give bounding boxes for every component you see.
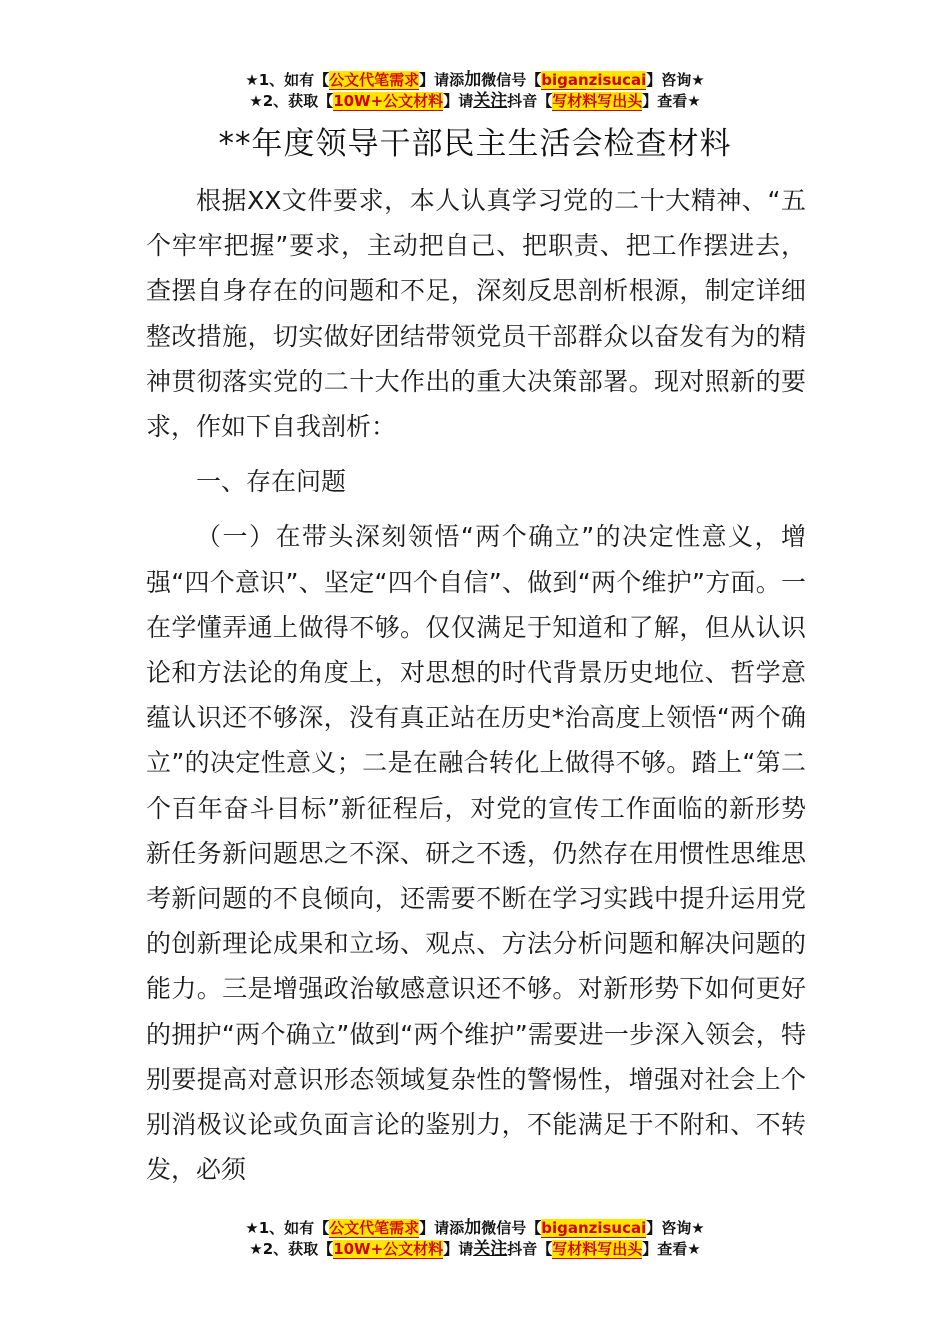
document-title: **年度领导干部民主生活会检查材料 [218,126,732,162]
intro-paragraph: 根据XX文件要求，本人认真学习党的二十大精神、“五个牢牢把握”要求，主动把自己、把职责、把工作摆进去，查摆自身存在的问题和不足，深刻反思剖析根源，制定详细整改措施，切实做好团结带领党员干部群众以奋发有为的精神贯彻落实党的二十大作出的重大决策部署。现对照新的要求，作如下自我剖析： [146,186,806,442]
promo-text: 】请 [443,92,474,110]
star-icon: ★ [249,1240,263,1258]
highlight-materials: 10W+公文材料 [333,1240,444,1258]
promo-text: 1、如有【 [258,71,330,89]
promo-emphasis: 加 [464,70,482,90]
promo-text: 】咨询 [646,71,692,89]
promo-banner-top [0,70,950,112]
star-icon: ★ [687,1240,701,1258]
promo-text: 】请添 [419,1219,465,1237]
promo-emphasis: 关注 [473,91,508,111]
promo-text: 】请添 [419,71,465,89]
promo-text: 2、获取【 [262,1240,334,1258]
promo-banner-bottom [0,1218,950,1260]
promo-text: 抖音【 [507,1240,553,1258]
promo-text: 】请 [443,1240,474,1258]
highlight-service: 公文代笔需求 [329,1219,420,1237]
document-body [146,178,806,1192]
promo-line-1 [0,1218,950,1239]
highlight-wechat-id: biganzisucai [541,1219,647,1237]
highlight-service: 公文代笔需求 [329,71,420,89]
star-icon: ★ [691,1219,705,1237]
highlight-wechat-id: biganzisucai [541,71,647,89]
section-heading: 一、存在问题 [196,467,347,497]
promo-text: 微信号【 [481,71,542,89]
promo-line-2 [0,1239,950,1260]
promo-text: 1、如有【 [258,1219,330,1237]
promo-line-2 [0,91,950,112]
promo-text: 2、获取【 [262,92,334,110]
highlight-douyin-account: 写材料写出头 [552,92,643,110]
promo-text: 微信号【 [481,1219,542,1237]
star-icon: ★ [691,71,705,89]
promo-text: 】查看 [642,1240,688,1258]
star-icon: ★ [249,92,263,110]
body-paragraph: （一）在带头深刻领悟“两个确立”的决定性意义，增强“四个意识”、坚定“四个自信”、做到“两个维护”方面。一在学懂弄通上做得不够。仅仅满足于知道和了解，但从认识论和方法论的角度上，对思想的时代背景历史地位、哲学意蕴认识还不够深，没有真正站在历史*治高度上领悟“两个确立”的决定性意义；二是在融合转化上做得不够。踏上“第二个百年奋斗目标”新征程后，对党的宣传工作面临的新形势新任务新问题思之不深、研之不透，仍然存在用惯性思维思考新问题的不良倾向，还需要不断在学习实践中提升运用党的创新理论成果和立场、观点、方法分析问题和解决问题的能力。三是增强政治敏感意识还不够。对新形势下如何更好的拥护“两个确立”做到“两个维护”需要进一步深入领会，特别要提高对意识形态领域复杂性的警惕性，增强对社会上个别消极议论或负面言论的鉴别力，不能满足于不附和、不转发，必须 [146,522,806,1185]
star-icon: ★ [245,71,259,89]
highlight-douyin-account: 写材料写出头 [552,1240,643,1258]
promo-emphasis: 加 [464,1218,482,1238]
promo-text: 】查看 [642,92,688,110]
star-icon: ★ [245,1219,259,1237]
star-icon: ★ [687,92,701,110]
promo-text: 】咨询 [646,1219,692,1237]
promo-emphasis: 关注 [473,1239,508,1259]
promo-text: 抖音【 [507,92,553,110]
promo-line-1 [0,70,950,91]
highlight-materials: 10W+公文材料 [333,92,444,110]
